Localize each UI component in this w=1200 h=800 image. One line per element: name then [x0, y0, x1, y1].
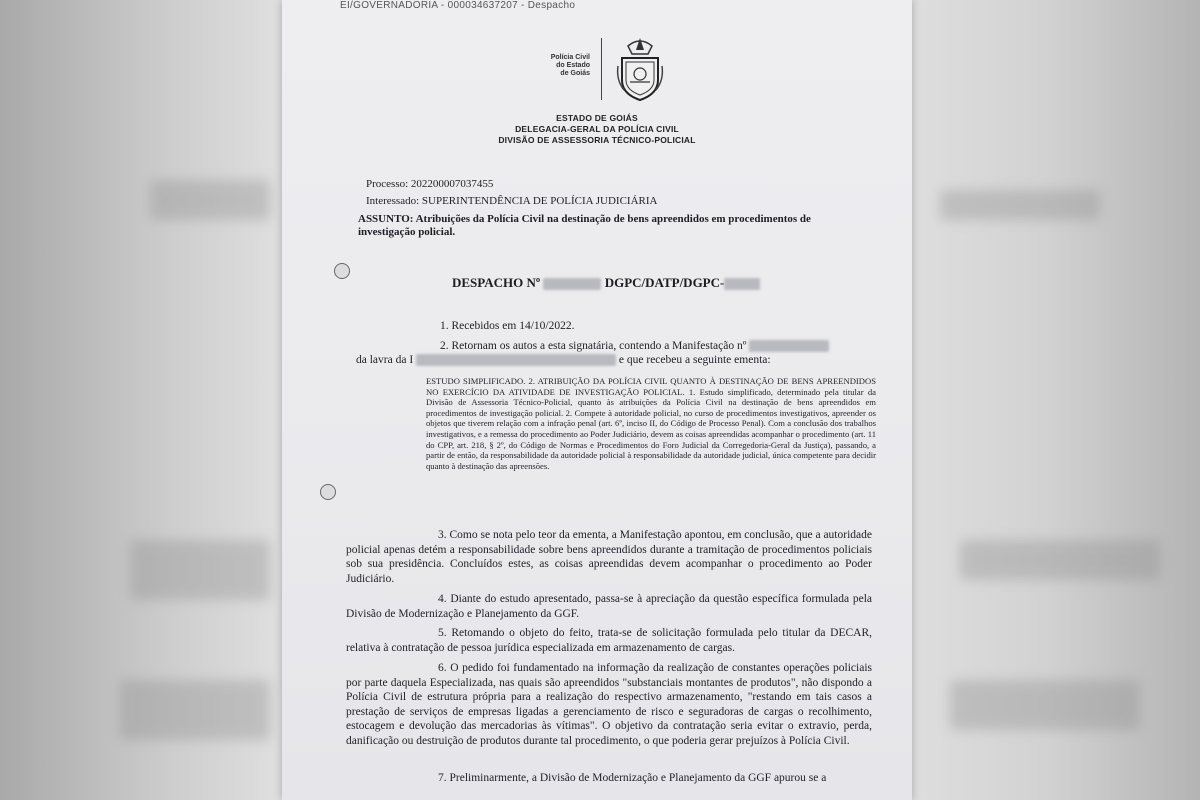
paragraph-2-end: e que recebeu a seguinte ementa: — [618, 354, 771, 366]
paragraph-2-text: 2. Retornam os autos a esta signatária, contendo a Manifestação nº — [440, 340, 747, 352]
paragraph-3: 3. Como se nota pelo teor da ementa, a Manifestação apontou, em conclusão, que a autoridade policial apenas detém a responsabilidade sobre bens apreendidos durante a tramitação de procedimentos policiais sob sua presidência. Concluídos estes, as coisas apreendidas devem acompanhar o procedimento ao Poder Judiciário. — [346, 529, 872, 585]
despacho-code: DGPC/DATP/DGPC- — [604, 275, 725, 290]
background-blur-shape — [130, 540, 270, 600]
ementa-block: ESTUDO SIMPLIFICADO. 2. ATRIBUIÇÃO DA POLÍCIA CIVIL QUANTO À DESTINAÇÃO DE BENS APREENDIDOS NO EXERCÍCIO DA ATIVIDADE DE INVESTIGAÇÃO POLICIAL. 1. Estudo simplificado, determinado pela titular da Divisão de Assessoria Técnico-Policial, quanto às atribuições da Polícia Civil na destinação de bens apreendidos em procedimentos de investigação policial. 2. Compete à autoridade policial, no curso de procedimentos investigativos, apreender os objetos que tiverem relação com a infração penal (art. 6º, inciso II, do Código de Processo Penal). Com a conclusão dos trabalhos investigativos, e a remessa do procedimento ao Poder Judiciário, devem as coisas apreendidas acompanhar o procedimento (art. 11 do CPP, art. 218, § 2º, do Código de Normas e Procedimentos do Foro Judicial da Corregedoria-Geral da Justiça), passando, a partir de então, da responsabilidade da autoridade policial à responsabilidade da autoridade judicial, única competente para decidir quanto à destinação das apreensões. — [426, 376, 876, 471]
redacted-author — [416, 354, 616, 366]
background-blur-shape — [950, 680, 1140, 730]
paragraph-4: 4. Diante do estudo apresentado, passa-se à apreciação da questão específica formulada pela Divisão de Modernização e Planejamento da GGF. — [346, 593, 872, 620]
punch-hole — [334, 263, 350, 279]
header-delegacia: DELEGACIA-GERAL DA POLÍCIA CIVIL — [515, 124, 679, 134]
despacho-prefix: DESPACHO Nº — [452, 275, 541, 290]
redacted-number — [543, 278, 601, 290]
punch-hole — [320, 484, 336, 500]
state-crest-icon — [614, 36, 666, 104]
redacted-manifestacao — [749, 340, 829, 352]
logo-text-line: Polícia Civil — [550, 54, 590, 61]
logo-text-line: de Goiás — [560, 70, 590, 77]
assunto-text: Atribuições da Polícia Civil na destinação de bens apreendidos em procedimentos de investigação policial. — [358, 213, 811, 238]
police-logo-block — [534, 36, 674, 106]
paragraph-2 — [440, 339, 829, 354]
document-page — [282, 0, 912, 800]
background-blur-shape — [150, 180, 270, 220]
background-blur-shape — [960, 540, 1160, 580]
paragraph-7: 7. Preliminarmente, a Divisão de Modernização e Planejamento da GGF apurou se a — [438, 772, 827, 784]
paragraph-2-cont — [356, 353, 771, 368]
redacted-suffix — [724, 278, 760, 290]
despacho-title — [452, 275, 760, 291]
paragraph-5: 5. Retomando o objeto do feito, trata-se de solicitação formulada pelo titular da DECAR, relativa à contratação de pessoa jurídica especializada em armazenamento de cargas. — [346, 627, 872, 654]
logo-text — [534, 54, 590, 78]
background-blur-shape — [940, 190, 1100, 220]
assunto-label: ASSUNTO: — [358, 213, 414, 225]
paragraph-2-start: da lavra da I — [356, 354, 414, 366]
paragraph-1: 1. Recebidos em 14/10/2022. — [440, 320, 575, 332]
processo-number: Processo: 202200007037455 — [366, 178, 494, 190]
paragraph-6: 6. O pedido foi fundamentado na informação da realização de constantes operações policiais por parte daquela Especializada, nas quais são apreendidos "substanciais montantes de produtos", não dispondo a Polícia Civil de estrutura própria para a realização do respectivo armazenamento, "restando em tais casos a prestação de serviços de empresas ligadas a gerenciamento de risco e seguradoras de cargas o recolhimento, estocagem e devolução das mercadorias às vítimas". O objetivo da contratação seria evitar o extravio, perda, danificação ou destruição de produtos durante tal procedimento, o que poderia gerar prejuízos à Polícia Civil. — [346, 662, 872, 747]
header-state: ESTADO DE GOIÁS — [556, 113, 638, 123]
logo-text-line: do Estado — [556, 62, 590, 69]
interessado: Interessado: SUPERINTENDÊNCIA DE POLÍCIA JUDICIÁRIA — [366, 195, 658, 207]
assunto — [358, 213, 858, 239]
document-top-strip: EI/GOVERNADORIA - 000034637207 - Despacho — [340, 0, 576, 11]
logo-divider — [601, 38, 602, 100]
header-divisao: DIVISÃO DE ASSESSORIA TÉCNICO-POLICIAL — [498, 135, 696, 145]
background-blur-shape — [120, 680, 270, 740]
